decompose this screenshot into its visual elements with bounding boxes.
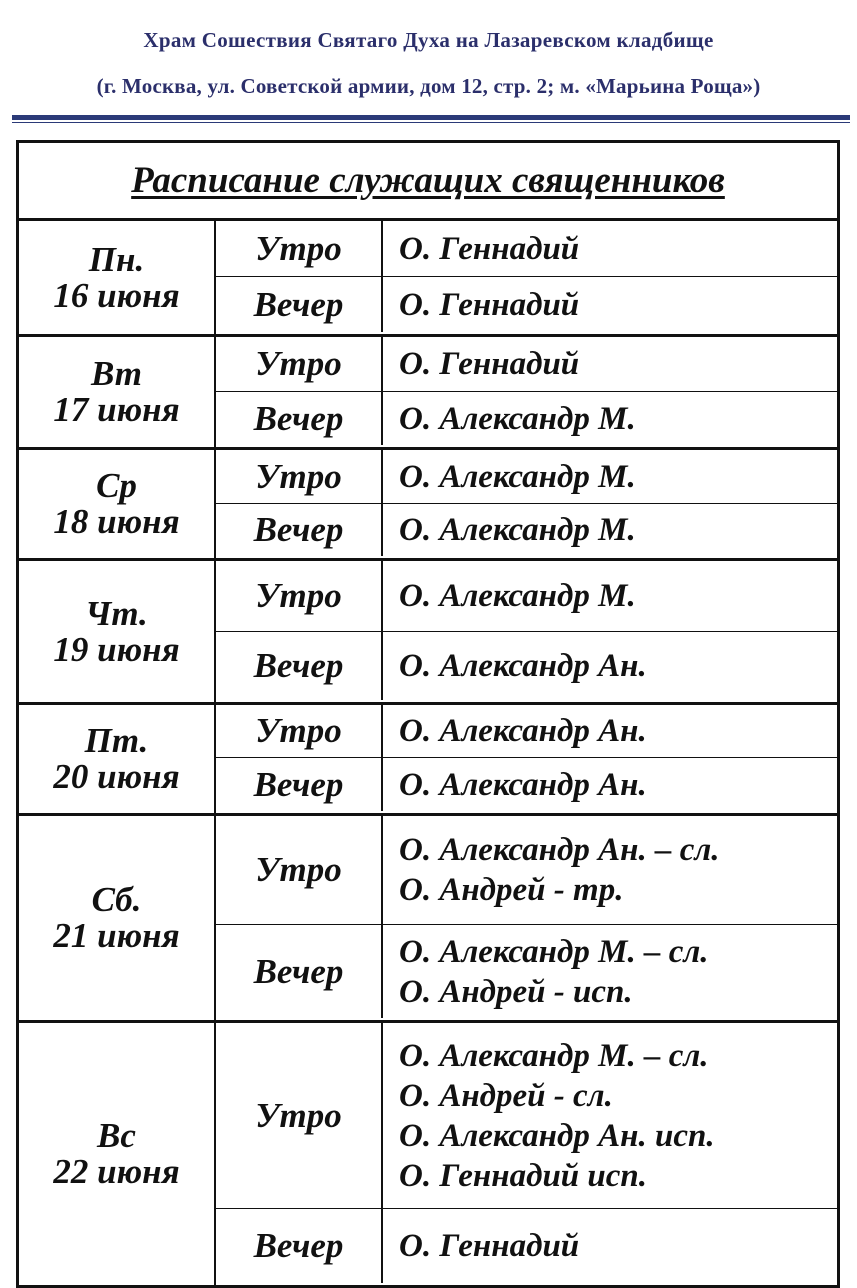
slots — [216, 337, 837, 447]
priest-cell — [383, 337, 837, 391]
day-cell — [19, 561, 216, 702]
slots — [216, 561, 837, 702]
day-block — [19, 1023, 837, 1285]
priest-name: О. Александр Ан. — [399, 648, 647, 684]
service-time: Утро — [216, 561, 383, 631]
day-block — [19, 816, 837, 1023]
day-date: 22 июня — [53, 1152, 180, 1191]
service-time: Утро — [216, 1023, 383, 1208]
day-block — [19, 337, 837, 450]
day-cell — [19, 221, 216, 334]
priest-name: О. Александр М. — [399, 400, 636, 437]
service-time: Вечер — [216, 392, 383, 445]
day-name: Пт. — [84, 721, 149, 760]
priest-cell — [383, 758, 837, 811]
priest-name: О. Александр М. — [399, 578, 636, 614]
priest-name: О. Александр М. – сл. — [399, 933, 709, 970]
day-date: 19 июня — [53, 629, 180, 669]
service-time: Вечер — [216, 925, 383, 1018]
day-cell — [19, 705, 216, 813]
service-slot — [216, 450, 837, 504]
priest-name: О. Александр М. — [399, 458, 636, 495]
service-slot — [216, 816, 837, 925]
day-block — [19, 221, 837, 337]
service-slot — [216, 561, 837, 632]
header — [0, 0, 857, 125]
day-date: 17 июня — [53, 390, 180, 429]
service-slot — [216, 925, 837, 1018]
priest-cell — [383, 392, 837, 445]
slots — [216, 705, 837, 813]
header-rule — [12, 115, 850, 120]
day-cell — [19, 816, 216, 1020]
slots — [216, 450, 837, 558]
priest-name: О. Александр Ан. – сл. — [399, 832, 720, 868]
slots — [216, 816, 837, 1020]
day-date: 16 июня — [53, 275, 180, 315]
day-name: Ср — [96, 466, 137, 505]
slots — [216, 1023, 837, 1285]
priest-name: О. Александр Ан. — [399, 713, 647, 749]
service-slot — [216, 1209, 837, 1283]
day-name: Вт — [91, 354, 142, 393]
day-date: 18 июня — [53, 502, 180, 541]
service-time: Утро — [216, 816, 383, 924]
priest-cell — [383, 816, 837, 924]
priest-cell — [383, 1023, 837, 1208]
priest-name: О. Геннадий исп. — [399, 1157, 647, 1194]
priest-cell — [383, 450, 837, 503]
priest-cell — [383, 221, 837, 276]
priest-name: О. Андрей - исп. — [399, 973, 633, 1010]
day-name: Пн. — [88, 239, 145, 279]
priest-name: О. Александр М. – сл. — [399, 1037, 709, 1074]
priest-name: О. Геннадий — [399, 286, 580, 323]
priest-cell — [383, 277, 837, 332]
priest-name: О. Геннадий — [399, 1228, 580, 1264]
priest-name: О. Александр Ан. исп. — [399, 1117, 715, 1154]
header-rule-thin — [12, 122, 850, 123]
priest-cell — [383, 504, 837, 556]
service-slot — [216, 221, 837, 277]
priest-name: О. Александр Ан. — [399, 766, 647, 803]
service-slot — [216, 337, 837, 392]
day-date: 21 июня — [53, 916, 180, 955]
schedule-title-row — [19, 143, 837, 221]
service-time: Вечер — [216, 504, 383, 556]
priest-name: О. Андрей - сл. — [399, 1077, 613, 1114]
day-date: 20 июня — [53, 757, 180, 796]
service-time: Утро — [216, 221, 383, 276]
schedule-title: Расписание служащих священников — [131, 160, 725, 201]
service-slot — [216, 277, 837, 332]
service-time: Утро — [216, 450, 383, 503]
priest-cell — [383, 632, 837, 700]
priest-name: О. Геннадий — [399, 230, 580, 267]
priest-cell — [383, 705, 837, 757]
service-time: Вечер — [216, 1209, 383, 1283]
service-time: Утро — [216, 705, 383, 757]
slots — [216, 221, 837, 334]
service-time: Вечер — [216, 632, 383, 700]
day-name: Сб. — [91, 880, 142, 919]
priest-name: О. Александр М. — [399, 512, 636, 548]
day-cell — [19, 1023, 216, 1285]
priest-name: О. Геннадий — [399, 346, 580, 382]
day-name: Чт. — [85, 593, 148, 633]
day-block — [19, 450, 837, 561]
schedule-days — [19, 221, 837, 1285]
service-slot — [216, 504, 837, 556]
priest-name: О. Андрей - тр. — [399, 872, 624, 908]
service-time: Утро — [216, 337, 383, 391]
priest-cell — [383, 561, 837, 631]
service-slot — [216, 632, 837, 700]
service-time: Вечер — [216, 758, 383, 811]
day-cell — [19, 450, 216, 558]
service-slot — [216, 705, 837, 758]
priest-cell — [383, 1209, 837, 1283]
day-name: Вс — [97, 1116, 136, 1155]
church-name: Храм Сошествия Святаго Духа на Лазаревском кладбище — [143, 28, 714, 52]
service-time: Вечер — [216, 277, 383, 332]
service-slot — [216, 1023, 837, 1209]
church-address: (г. Москва, ул. Советской армии, дом 12, стр. 2; м. «Марьина Роща») — [96, 74, 761, 98]
service-slot — [216, 392, 837, 445]
schedule-table — [16, 140, 840, 1288]
service-slot — [216, 758, 837, 811]
priest-cell — [383, 925, 837, 1018]
day-block — [19, 561, 837, 705]
day-cell — [19, 337, 216, 447]
day-block — [19, 705, 837, 816]
